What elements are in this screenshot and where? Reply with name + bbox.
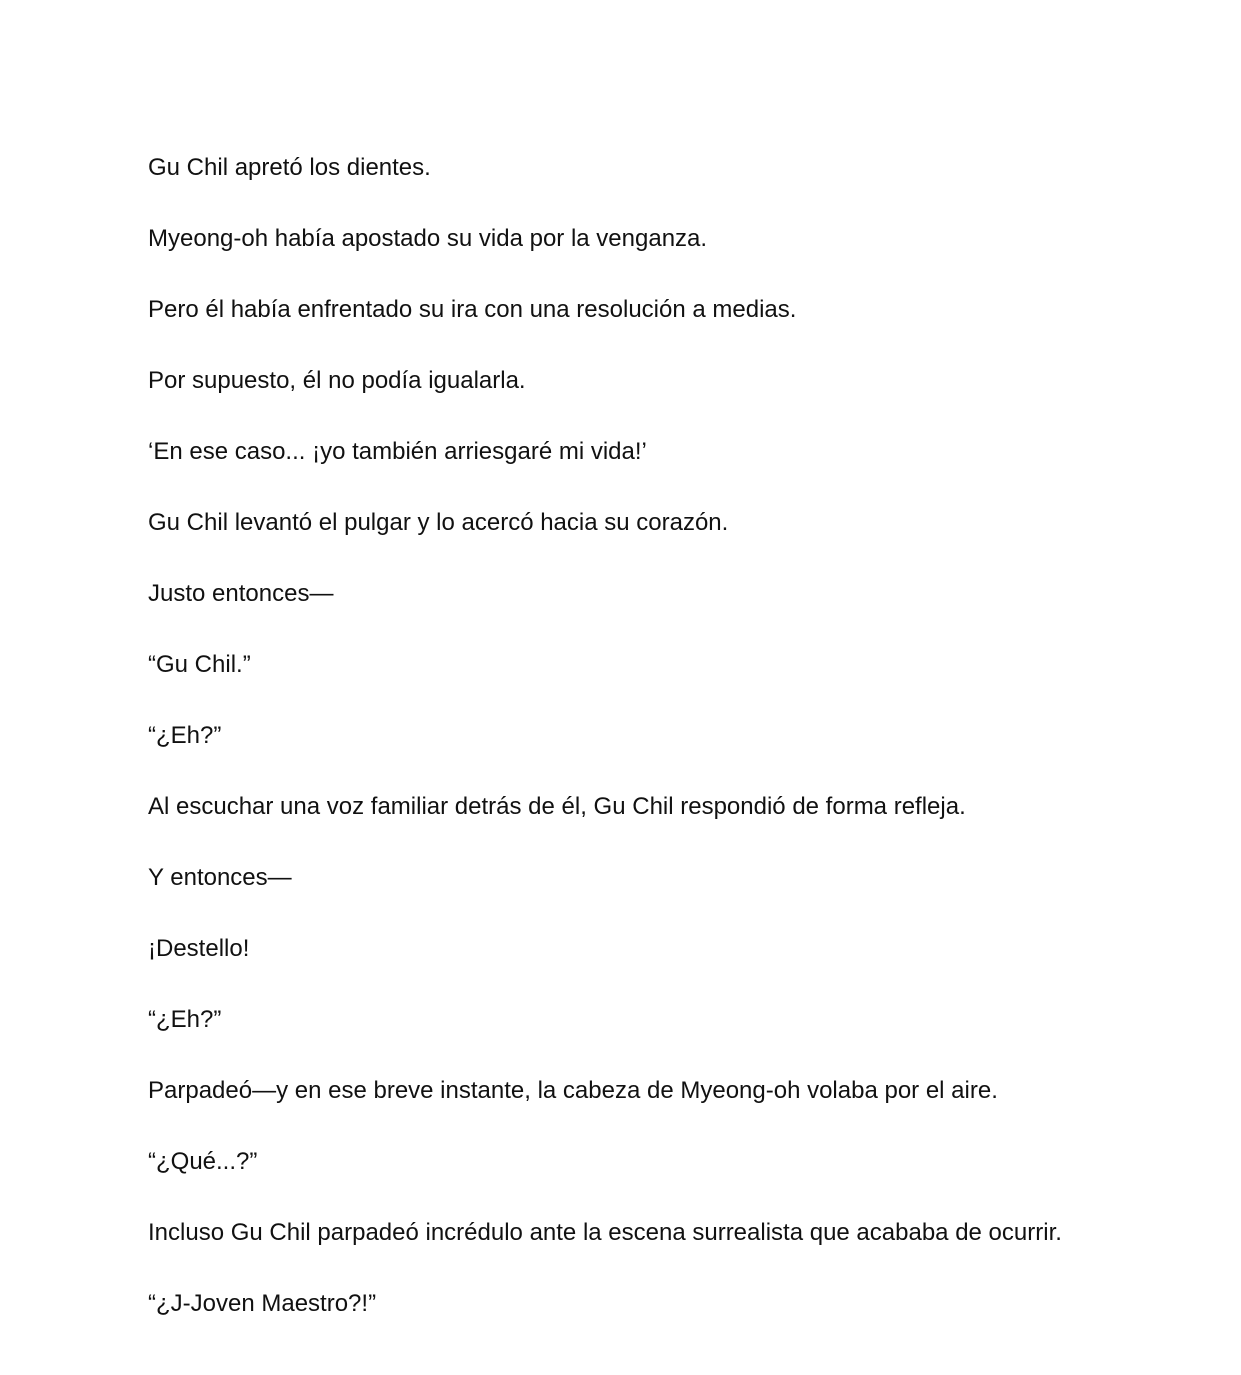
paragraph: Parpadeó—y en ese breve instante, la cabeza de Myeong-oh volaba por el aire. xyxy=(148,1077,998,1104)
paragraph: “¿Eh?” xyxy=(148,1006,222,1033)
paragraph: Al escuchar una voz familiar detrás de él, Gu Chil respondió de forma refleja. xyxy=(148,793,966,820)
paragraph: Incluso Gu Chil parpadeó incrédulo ante la escena surrealista que acababa de ocurrir. xyxy=(148,1219,1062,1246)
paragraph: ¡Destello! xyxy=(148,935,250,962)
paragraph: Gu Chil levantó el pulgar y lo acercó hacia su corazón. xyxy=(148,509,729,536)
paragraph: Y entonces— xyxy=(148,864,292,891)
paragraph: “¿J-Joven Maestro?!” xyxy=(148,1290,377,1317)
paragraph: Por supuesto, él no podía igualarla. xyxy=(148,367,526,394)
paragraph: Myeong-oh había apostado su vida por la venganza. xyxy=(148,225,708,252)
paragraph: “¿Qué...?” xyxy=(148,1148,258,1175)
paragraph: ‘En ese caso... ¡yo también arriesgaré mi vida!’ xyxy=(148,438,647,465)
paragraph: “¿Eh?” xyxy=(148,722,222,749)
paragraph: Justo entonces— xyxy=(148,580,334,607)
paragraph: “Gu Chil.” xyxy=(148,651,251,678)
paragraph: Pero él había enfrentado su ira con una resolución a medias. xyxy=(148,296,797,323)
document-body xyxy=(148,150,1121,1357)
paragraph: Gu Chil apretó los dientes. xyxy=(148,154,431,181)
